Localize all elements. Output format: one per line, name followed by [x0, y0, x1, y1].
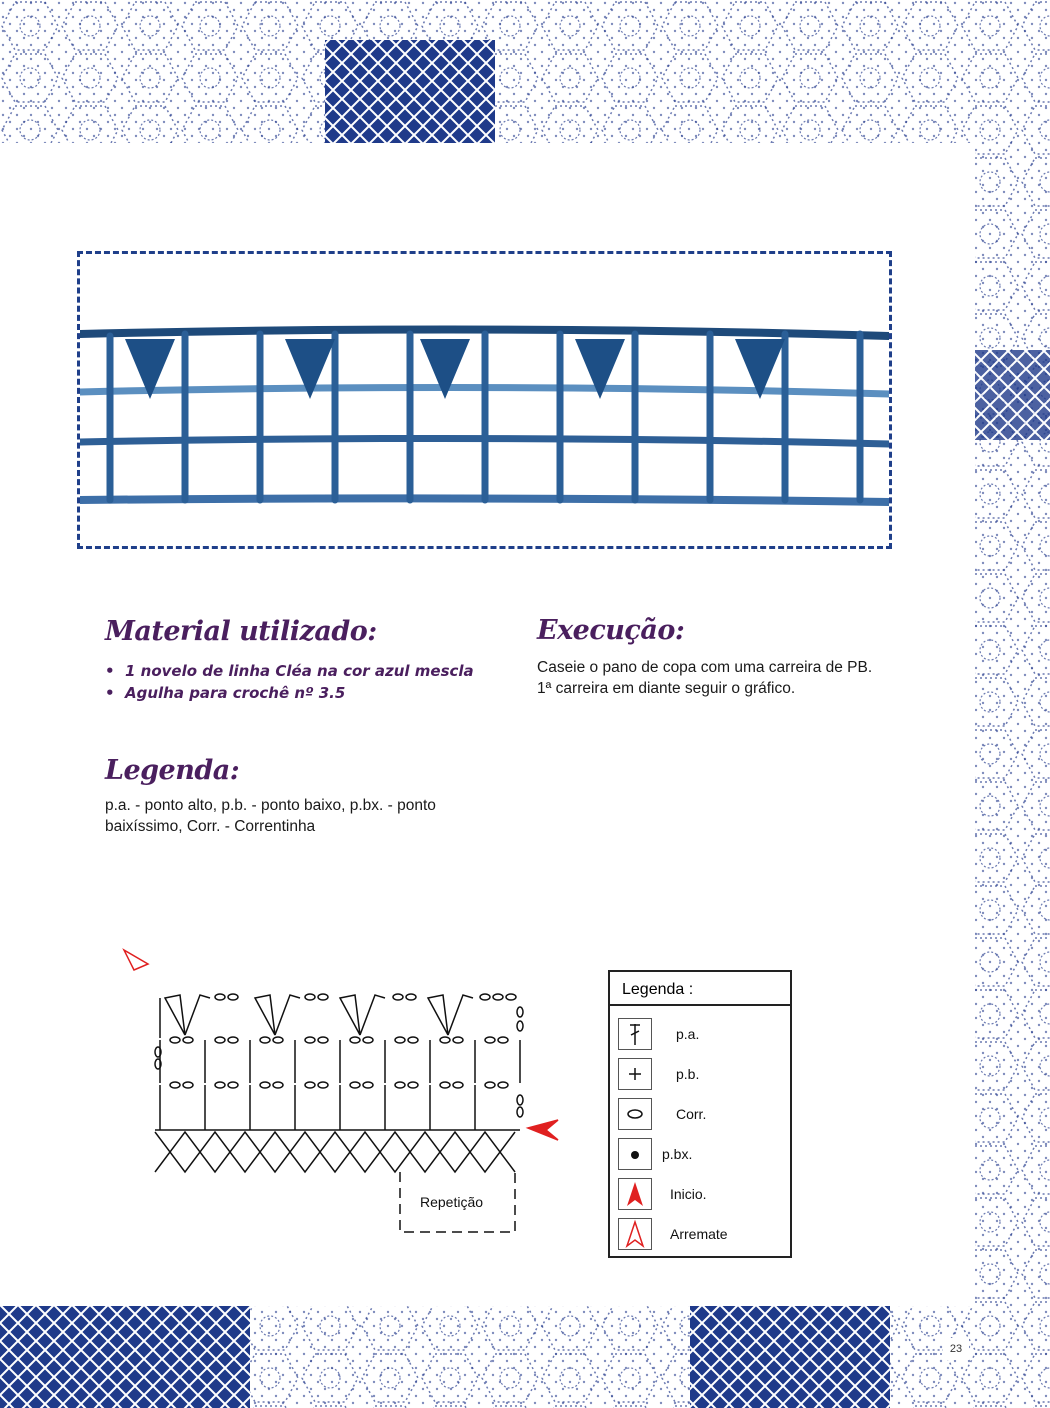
end-arrow-icon [618, 1218, 652, 1250]
legend-label: p.a. [676, 1026, 700, 1042]
legend-row-inicio [618, 1178, 788, 1210]
legend-row-arremate [618, 1218, 788, 1250]
legend-label: p.bx. [662, 1146, 693, 1162]
legend-label: Arremate [670, 1226, 728, 1242]
legend-row-corr [618, 1098, 788, 1130]
page-number: 23 [943, 1338, 969, 1360]
execucao-line: Caseie o pano de copa com uma carreira de PB. [537, 659, 873, 676]
crochet-chart [110, 940, 570, 1240]
crochet-photo [77, 251, 892, 549]
material-item: • Agulha para crochê nº 3.5 [105, 682, 474, 704]
legend-title: Legenda : [610, 972, 792, 1006]
stitch-rows [155, 994, 523, 1172]
legenda-heading: Legenda: [105, 755, 240, 786]
pa-icon [618, 1018, 652, 1050]
legend-row-pa [618, 1018, 788, 1050]
execucao-heading: Execução: [537, 615, 685, 646]
corr-icon [618, 1098, 652, 1130]
end-arrow-icon [124, 950, 148, 970]
start-arrow-icon [618, 1178, 652, 1210]
legenda-line: p.a. - ponto alto, p.b. - ponto baixo, p.bx. - ponto [105, 797, 436, 814]
legend-label: Inicio. [670, 1186, 707, 1202]
legend-label: p.b. [676, 1066, 700, 1082]
pbx-icon [618, 1138, 652, 1170]
legend-row-pb [618, 1058, 788, 1090]
legend-row-pbx [618, 1138, 788, 1170]
material-heading: Material utilizado: [105, 616, 377, 647]
pb-icon [618, 1058, 652, 1090]
material-item: • 1 novelo de linha Cléa na cor azul mescla [105, 660, 474, 682]
legenda-line: baixíssimo, Corr. - Correntinha [105, 818, 316, 835]
execucao-line: 1ª carreira em diante seguir o gráfico. [537, 680, 796, 697]
legend-box [608, 970, 792, 1258]
legend-label: Corr. [676, 1106, 707, 1122]
execucao-text [537, 657, 872, 699]
legenda-text [105, 795, 436, 837]
repeat-label: Repetição [420, 1194, 484, 1210]
start-arrow-icon [528, 1120, 558, 1140]
material-list [105, 660, 474, 704]
